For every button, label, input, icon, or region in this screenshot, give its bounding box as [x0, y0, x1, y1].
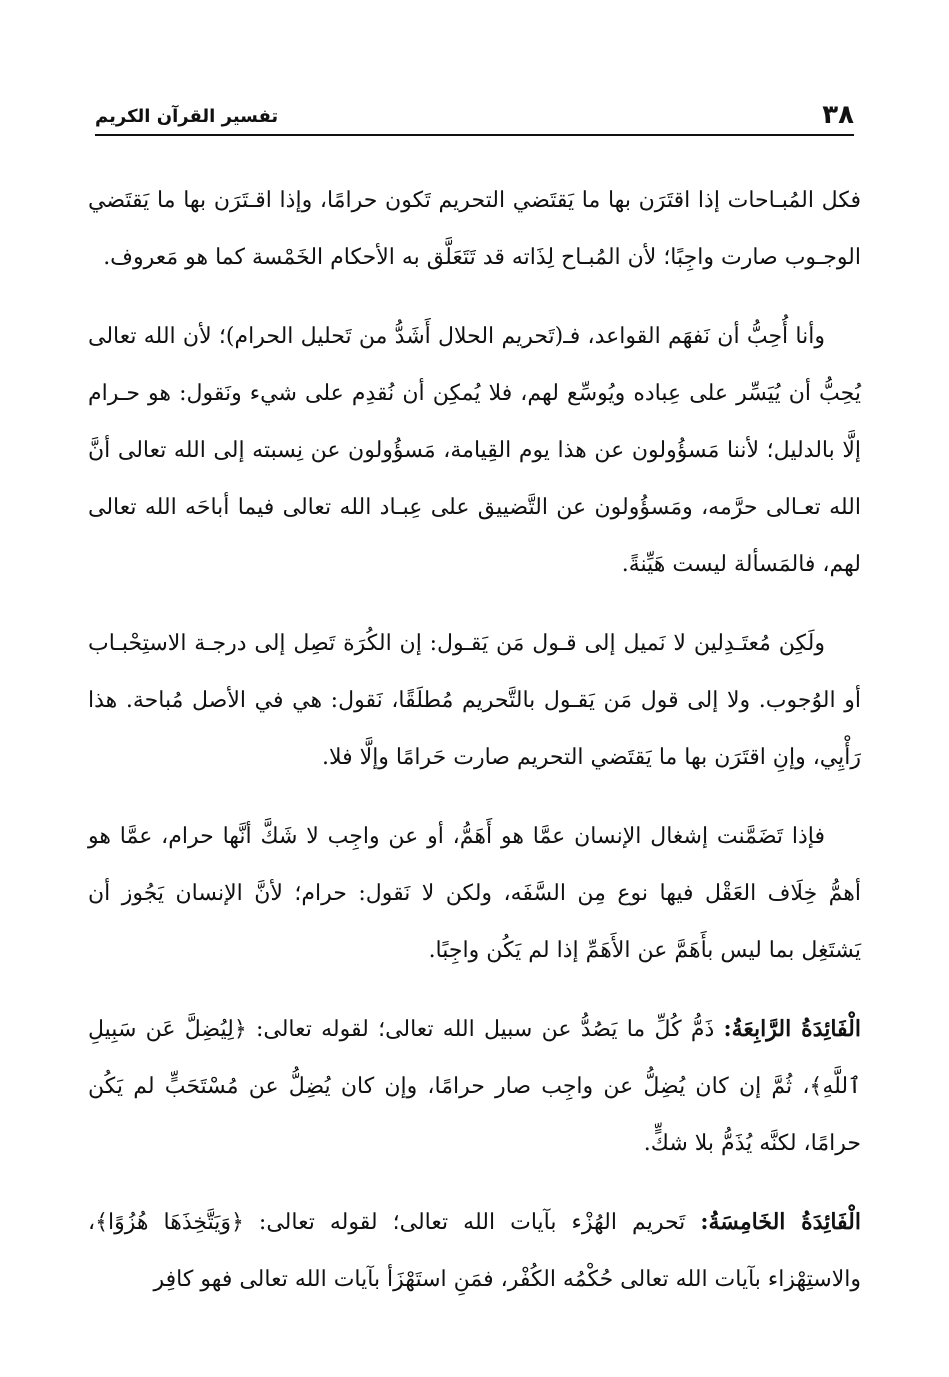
paragraph-text: ولَكِن مُعتَـدِلين لا نَميل إلى قـول مَن يَقـول: إن الكُرَة تَصِل إلى درجـة الاستِحْبـاب أو الوُجوب. ولا إلى قول مَن يَقـول بالتَّحريم مُطلَقًا، نَقول: هي في الأصل مُباحة. هذا رَأْيِي، وإنِ اقتَرَن بها ما يَقتَضي التحريم صارت حَرامًا وإلَّا فلا. [88, 631, 861, 770]
benefit-heading: الْفَائِدَةُ الرَّابِعَةُ: [723, 1016, 861, 1042]
paragraph-text: ذَمُّ كُلِّ ما يَصُدُّ عن سبيل الله تعالى؛ لقوله تعالى: ﴿لِيُضِلَّ عَن سَبِيلِ ٱللَّهِ﴾، ثُمَّ إن كان يُضِلُّ عن واجِب صار حرامًا، وإن كان يُضِلُّ عن مُسْتَحَبٍّ لم يَكُن حرامًا، لكنَّه يُذَمُّ بلا شكٍّ. [88, 1017, 861, 1156]
paragraph-text: فإذا تَضَمَّنت إشغال الإنسان عمَّا هو أَهَمُّ، أو عن واجِب لا شَكَّ أنَّها حرام، عمَّا هو أهمُّ خِلَاف العَقْل فيها نوع مِن السَّفَه، ولكن لا نَقول: حرام؛ لأنَّ الإنسان يَجُوز أن يَشتَغِل بما ليس بأَهَمَّ عن الأَهَمِّ إذا لم يَكُن واجِبًا. [88, 824, 861, 963]
paragraph-2 [88, 308, 861, 593]
page-header [95, 98, 854, 136]
paragraph-1 [88, 172, 861, 286]
page-body [88, 172, 861, 1330]
paragraph-text: فكل المُبـاحات إذا اقتَرَن بها ما يَقتَضي التحريم تَكون حرامًا، وإذا اقـتَرَن بها ما يَقتَضي الوجـوب صارت واجِبًا؛ لأن المُبـاح لِذَاته قد تَتَعَلَّق به الأحكام الخَمْسة كما هو مَعروف. [88, 188, 861, 270]
paragraph-benefit-4 [88, 1001, 861, 1172]
paragraph-4 [88, 808, 861, 979]
running-title: تفسير القرآن الكريم [95, 106, 279, 127]
paragraph-text: تَحريم الهُزْء بآيات الله تعالى؛ لقوله تعالى: ﴿وَيَتَّخِذَهَا هُزُوًا﴾، والاستِهْزاء بآيات الله تعالى حُكْمُه الكُفْر، فمَنِ استَهْزَأ بآيات الله تعالى فهو كافِر [88, 1210, 861, 1292]
page-number: ٣٨ [822, 100, 854, 130]
benefit-heading: الْفَائِدَةُ الخَامِسَةُ: [700, 1209, 861, 1235]
paragraph-text: وأنا أُحِبُّ أن نَفهَم القواعد، فـ(تَحريم الحلال أَشَدُّ من تَحليل الحرام)؛ لأن الله تعالى يُحِبُّ أن يُيَسِّر على عِباده ويُوسِّع لهم، فلا يُمكِن أن نُقدِم على شيء ونَقول: هو حـرام إلَّا بالدليل؛ لأننا مَسؤُولون عن هذا يوم القِيامة، مَسؤُولون عن نِسبته إلى الله تعالى أنَّ الله تعـالى حرَّمه، ومَسؤُولون عن التَّضييق على عِبـاد الله تعالى فيما أباحَه الله تعالى لهم، فالمَسألة ليست هَيِّنةً. [88, 324, 861, 577]
paragraph-3 [88, 615, 861, 786]
paragraph-benefit-5 [88, 1194, 861, 1308]
